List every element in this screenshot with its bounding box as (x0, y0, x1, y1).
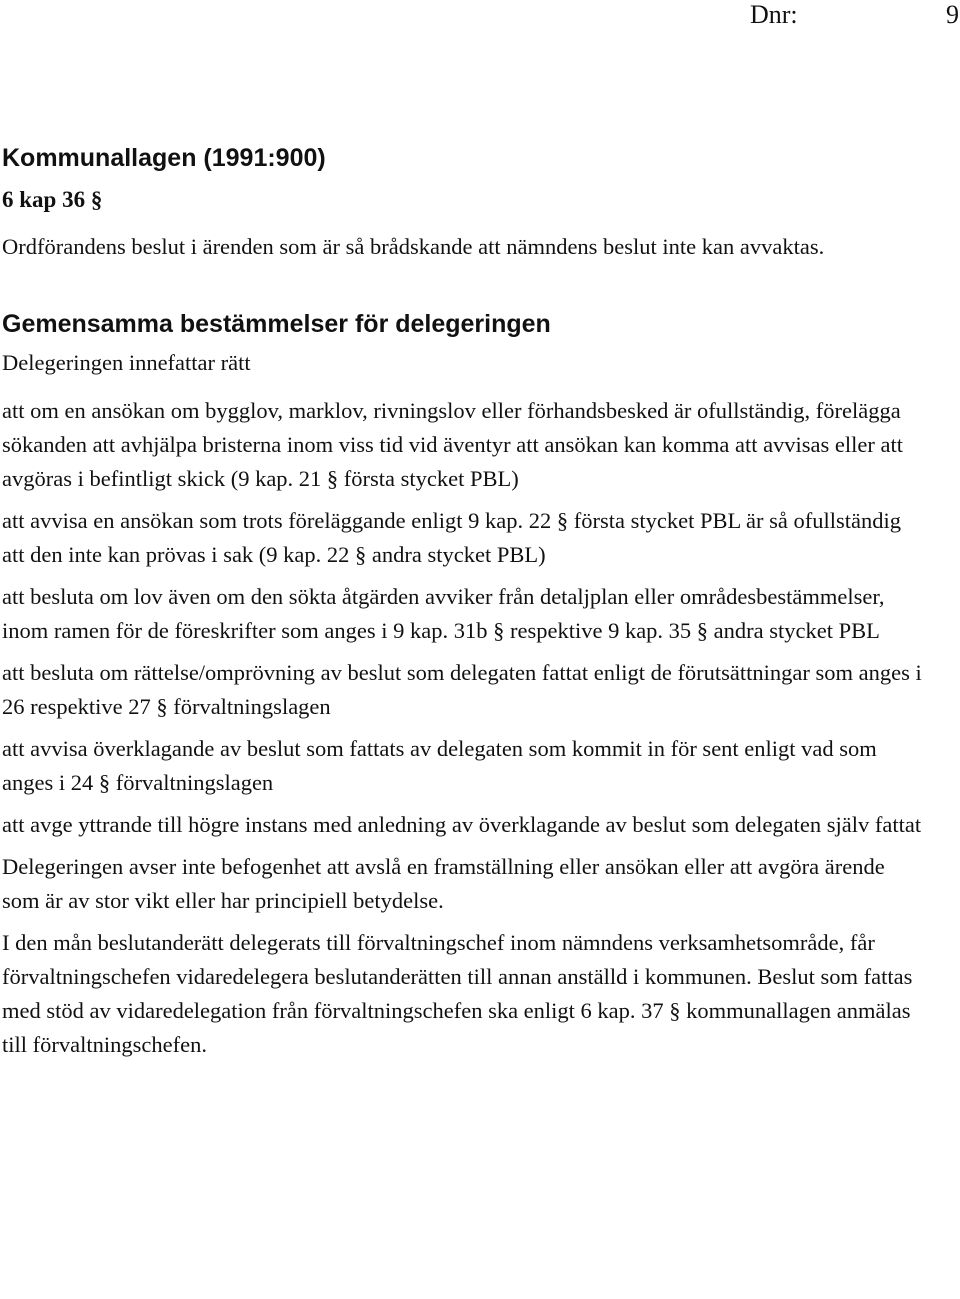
section-intro: Delegeringen innefattar rätt (2, 350, 251, 375)
paragraph: Delegeringen avser inte befogenhet att avslå en framställning eller ansökan eller att avgöra ärende som är av stor vikt eller har principiell betydelse. (2, 854, 885, 913)
page-header (660, 0, 960, 32)
dnr-label: Dnr: (750, 0, 798, 29)
section-reference: 6 kap 36 § (2, 187, 103, 212)
document-body (2, 142, 922, 1062)
paragraph: att besluta om lov även om den sökta åtgärden avviker från detaljplan eller områdesbestämmelser, inom ramen för de föreskrifter som anges i 9 kap. 31b § respektive 9 kap. 35 § andra stycket PBL (2, 584, 885, 643)
paragraph: att avge yttrande till högre instans med anledning av överklagande av beslut som delegaten själv fattat (2, 812, 922, 837)
paragraph: att besluta om rättelse/omprövning av beslut som delegaten fattat enligt de förutsättningar som anges i 26 respektive 27 § förvaltningslagen (2, 660, 922, 719)
section-title-gemensamma: Gemensamma bestämmelser för delegeringen (2, 310, 551, 338)
page-number: 9 (946, 0, 959, 29)
paragraph: I den mån beslutanderätt delegerats till förvaltningschef inom nämndens verksamhetsområde, får förvaltningschefen vidaredelegera beslutanderätten till annan anställd i kommunen. Beslut som fattas med stöd av vidaredelegation från förvaltningschefen ska enligt 6 kap. 37 § kommunallagen anmälas till förvaltningschefen. (2, 930, 913, 1057)
paragraph: att avvisa överklagande av beslut som fattats av delegaten som kommit in för sent enligt vad som anges i 24 § förvaltningslagen (2, 736, 877, 795)
paragraph: att om en ansökan om bygglov, marklov, rivningslov eller förhandsbesked är ofullständig, förelägga sökanden att avhjälpa bristerna inom viss tid vid äventyr att ansökan kan komma att avvisas eller att avgöras i befintligt skick (9 kap. 21 § första stycket PBL) (2, 398, 904, 491)
section-text: Ordförandens beslut i ärenden som är så brådskande att nämndens beslut inte kan avvaktas. (2, 234, 825, 259)
paragraph: att avvisa en ansökan som trots föreläggande enligt 9 kap. 22 § första stycket PBL är så ofullständig att den inte kan prövas i sak (9 kap. 22 § andra stycket PBL) (2, 508, 901, 567)
section-title-kommunallagen: Kommunallagen (1991:900) (2, 144, 326, 172)
